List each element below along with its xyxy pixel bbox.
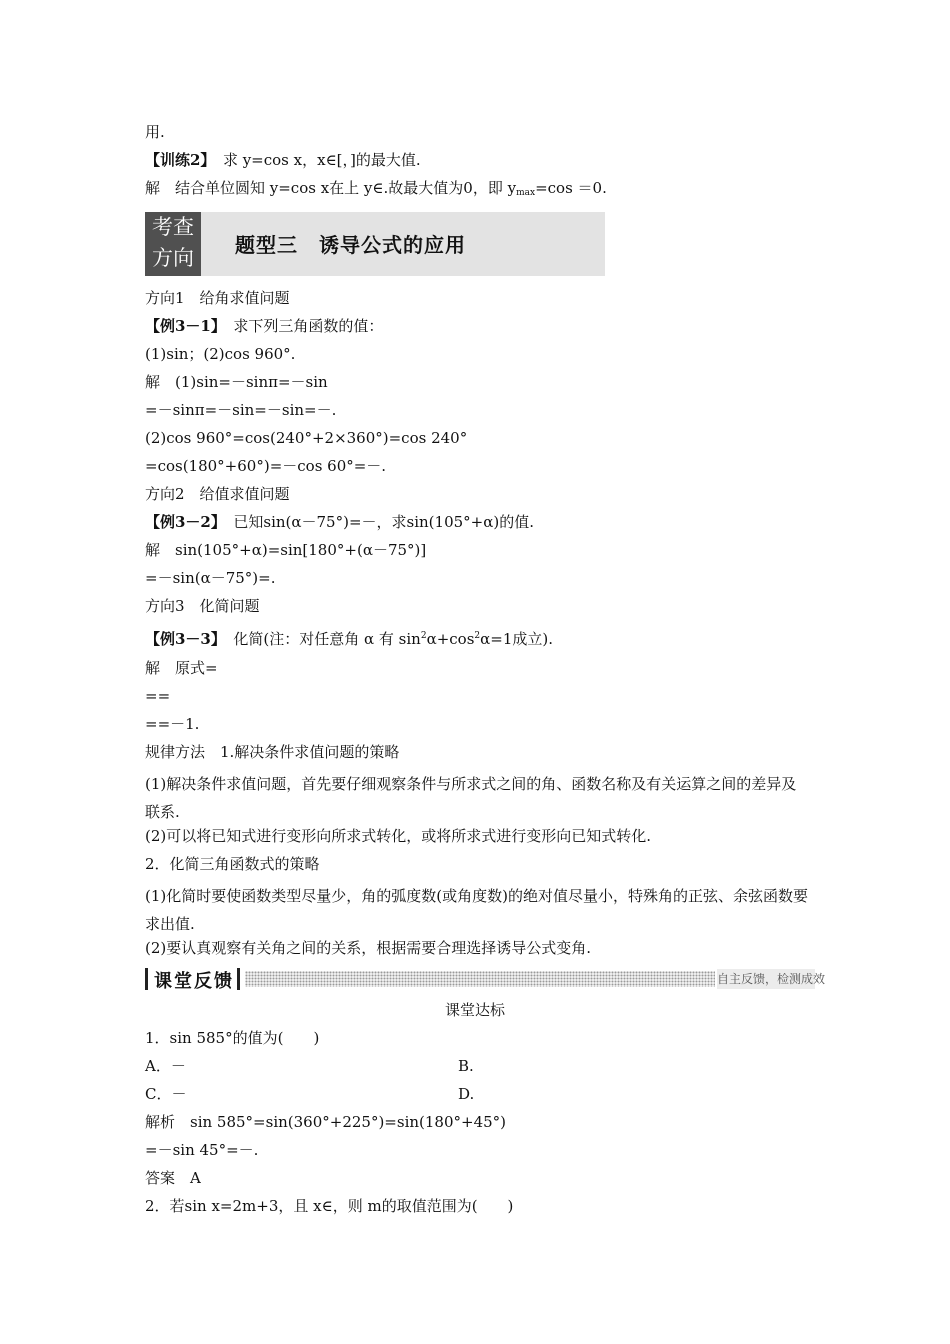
- feedback-bar-left: [145, 968, 148, 990]
- example-text: α=1成立).: [480, 630, 553, 648]
- solution-text: 解 结合单位圆知 y=cos x在上 y∈.故最大值为0，即 y: [145, 179, 517, 197]
- example-text: 求下列三角函数的值：: [218, 317, 384, 335]
- direction-heading: 方向1 给角求值问题: [145, 289, 290, 307]
- text-line: 用.: [145, 123, 165, 141]
- option-a: A．－: [145, 1057, 186, 1075]
- banner-title: 题型三 诱导公式的应用: [235, 233, 466, 257]
- paragraph: (1)解决条件求值问题，首先要仔细观察条件与所求式之间的角、函数名称及有关运算之间的差异及联系.: [145, 775, 797, 821]
- analysis-line: 解析 sin 585°=sin(360°+225°)=sin(180°+45°): [145, 1113, 507, 1131]
- superscript: 2: [420, 631, 427, 641]
- exercise-2: [145, 150, 421, 170]
- feedback-subtitle: 自主反馈，检测成效: [717, 969, 815, 989]
- text-line: (2)cos 960°=cos(240°+2×360°)=cos 240°: [145, 429, 468, 447]
- example-label: 【例3－2】: [145, 513, 219, 531]
- text-line: 解 (1)sin=－sinπ=－sin: [145, 373, 328, 391]
- option-d: D.: [458, 1085, 475, 1103]
- exercise-text: 求 y=cos x，x∈[，]的最大值.: [207, 151, 421, 169]
- solution-text-end: =cos ＝0.: [535, 179, 607, 197]
- text-line: 解 原式=: [145, 659, 218, 677]
- superscript: 2: [474, 631, 481, 641]
- feedback-dotted-band: [245, 971, 715, 987]
- subscript: max: [516, 188, 536, 198]
- feedback-bar-divider: [237, 968, 240, 990]
- direction-heading: 方向2 给值求值问题: [145, 485, 290, 503]
- question-1: 1．sin 585°的值为( ): [145, 1029, 320, 1047]
- exercise-label: 【训练2】: [145, 151, 208, 169]
- paragraph: (1)化简时要使函数类型尽量少，角的弧度数(或角度数)的绝对值尽量小，特殊角的正弦、余弦函数要求出值.: [145, 887, 808, 933]
- banner-tag: [145, 212, 201, 276]
- example-3-1: [145, 316, 383, 336]
- text-line: =－sinπ=－sin=－sin=－.: [145, 401, 337, 419]
- example-text: 已知sin(α－75°)=－，求sin(105°+α)的值.: [218, 513, 534, 531]
- example-label: 【例3－3】: [145, 630, 219, 648]
- option-b: B.: [458, 1057, 474, 1075]
- text-line: =cos(180°+60°)=－cos 60°=－.: [145, 457, 387, 475]
- section-banner: [145, 212, 605, 276]
- text-line: 2．化简三角函数式的策略: [145, 855, 320, 873]
- text-line: (2)要认真观察有关角之间的关系，根据需要合理选择诱导公式变角.: [145, 939, 592, 957]
- text-line: ==－1.: [145, 715, 200, 733]
- question-2: 2．若sin x=2m+3，且 x∈，则 m的取值范围为( ): [145, 1197, 514, 1215]
- text-line: 解 sin(105°+α)=sin[180°+(α－75°)]: [145, 541, 427, 559]
- subsection-title: 课堂达标: [444, 1001, 505, 1019]
- method-heading: 规律方法 1.解决条件求值问题的策略: [145, 743, 400, 761]
- text-line: ==: [145, 687, 171, 705]
- text-line: (1)sin；(2)cos 960°.: [145, 345, 296, 363]
- example-3-2: [145, 512, 534, 532]
- example-text: 化简(注：对任意角 α 有 sin: [218, 630, 421, 648]
- banner-tag-bottom: 方向: [152, 246, 194, 270]
- feedback-bar: [145, 966, 826, 992]
- option-c: C．－: [145, 1085, 187, 1103]
- example-text: α+cos: [426, 630, 475, 648]
- example-3-3: [145, 626, 553, 649]
- feedback-title: 课堂反馈: [154, 971, 234, 992]
- answer-line: 答案 A: [145, 1169, 201, 1187]
- example-label: 【例3－1】: [145, 317, 219, 335]
- text-line: =－sin(α－75°)=.: [145, 569, 276, 587]
- direction-heading: 方向3 化简问题: [145, 597, 260, 615]
- solution-line: [145, 178, 607, 203]
- banner-tag-top: 考查: [152, 215, 194, 239]
- text-line: (2)可以将已知式进行变形向所求式转化，或将所求式进行变形向已知式转化.: [145, 827, 652, 845]
- analysis-line: =－sin 45°=－.: [145, 1141, 259, 1159]
